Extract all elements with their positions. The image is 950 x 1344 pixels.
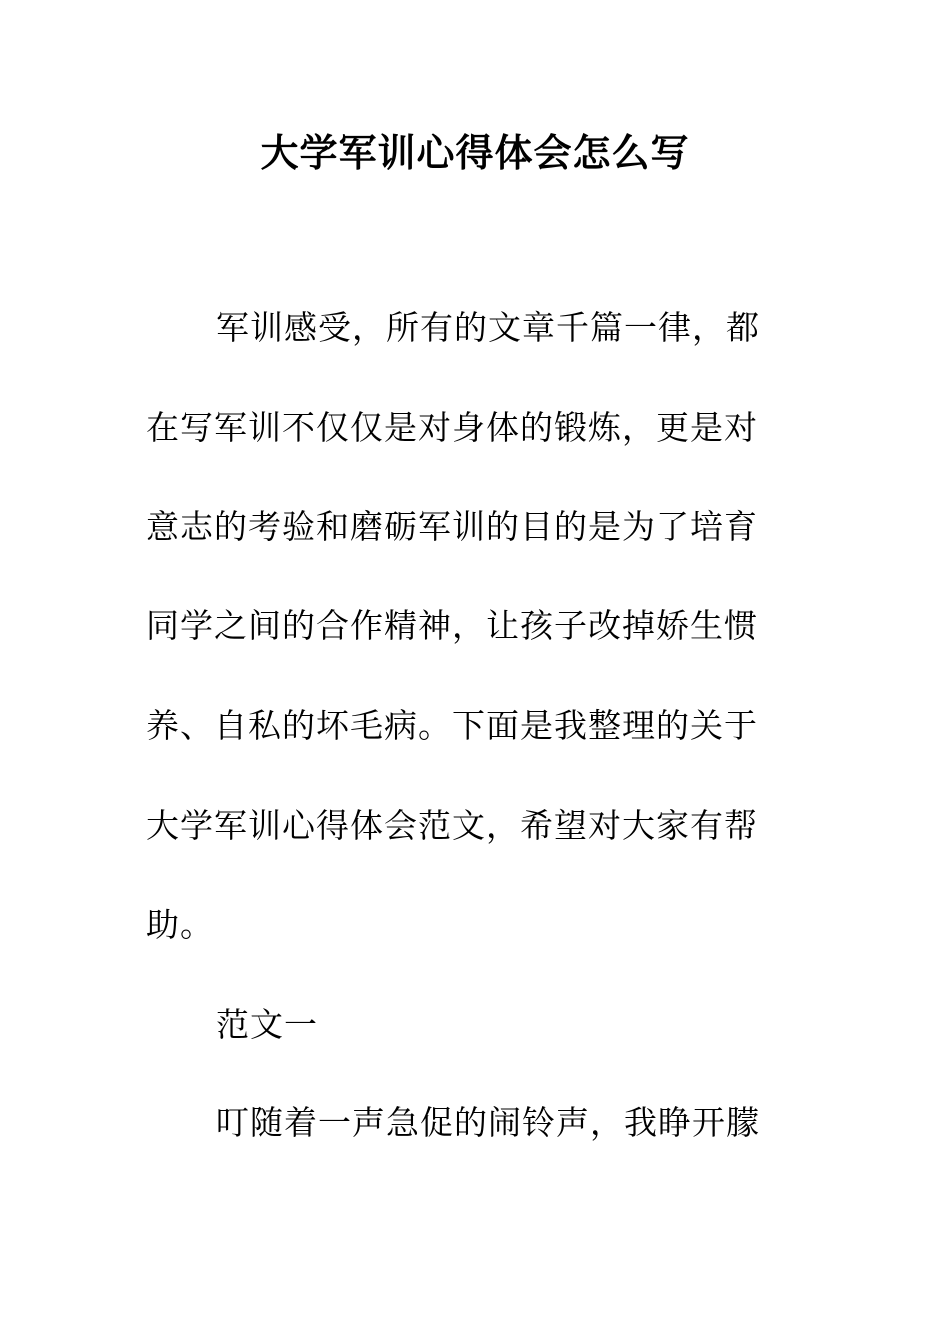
intro-line-2: 在写军训不仅仅是对身体的锻炼，更是对 <box>146 408 758 447</box>
section-first-line: 叮随着一声急促的闹铃声，我睁开朦 <box>216 1103 760 1142</box>
section-heading: 范文一 <box>216 1005 318 1044</box>
intro-line-3: 意志的考验和磨砺军训的目的是为了培育 <box>146 507 758 546</box>
intro-line-5: 养、自私的坏毛病。下面是我整理的关于 <box>146 706 758 745</box>
intro-line-1: 军训感受，所有的文章千篇一律，都 <box>216 308 760 347</box>
intro-line-7: 助。 <box>146 905 214 944</box>
intro-line-4: 同学之间的合作精神，让孩子改掉娇生惯 <box>146 606 758 645</box>
intro-line-6: 大学军训心得体会范文，希望对大家有帮 <box>146 806 758 845</box>
document-title: 大学军训心得体会怎么写 <box>260 131 690 175</box>
